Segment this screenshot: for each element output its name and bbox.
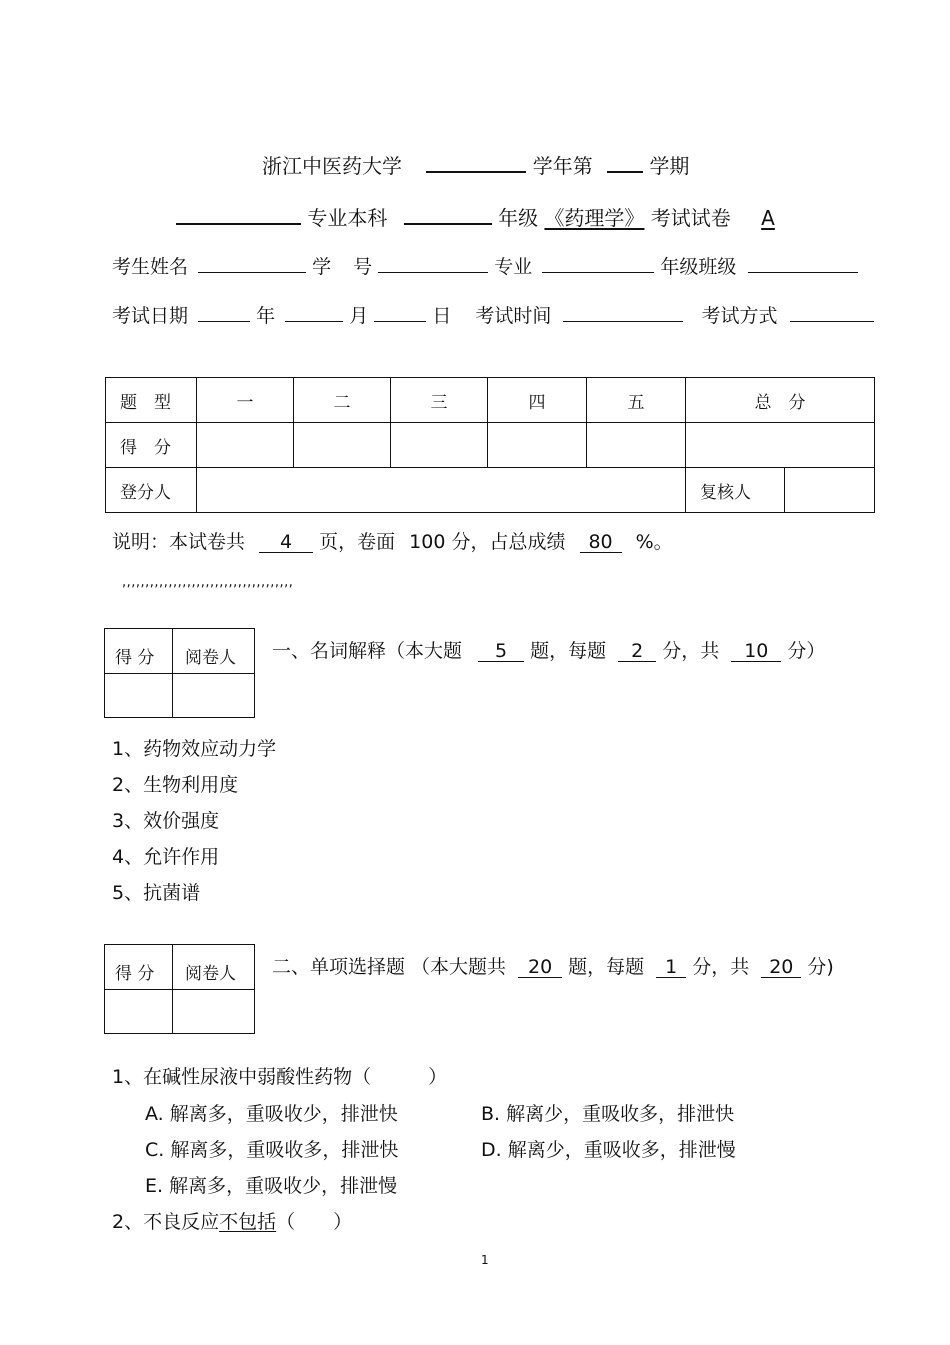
note-prefix: 说明：本试卷共	[112, 531, 246, 553]
university-name: 浙江中医药大学	[262, 154, 402, 178]
exam-paper-label: 考试试卷	[650, 206, 731, 230]
term-blank[interactable]	[607, 151, 643, 173]
score-box-label: 得 分	[115, 964, 155, 984]
id-label-1: 学	[312, 256, 332, 278]
note-pages-suffix: 页，卷面	[319, 531, 396, 553]
question-1-option-a[interactable]: A. 解离多，重吸收少，排泄快	[145, 1103, 398, 1125]
percent-suffix: %。	[635, 531, 673, 553]
question-2	[112, 1207, 352, 1234]
score-table	[105, 377, 875, 513]
signature-row	[106, 468, 875, 513]
page-count: 4	[259, 532, 313, 553]
score-cell[interactable]	[391, 423, 488, 468]
section2-total: 20	[761, 957, 801, 978]
day-label: 日	[432, 305, 452, 327]
question-1-option-b[interactable]: B. 解离少，重吸收多，排泄快	[481, 1103, 735, 1125]
name-label: 考生姓名	[112, 256, 189, 278]
section2-each: 1	[656, 957, 686, 978]
major-field[interactable]	[542, 254, 654, 273]
list-item: 4、允许作用	[112, 846, 220, 868]
student-id-field[interactable]	[378, 254, 488, 273]
section2-suffix: 分)	[807, 956, 834, 978]
exam-method-field[interactable]	[790, 303, 874, 322]
date-label: 考试日期	[112, 305, 189, 327]
year-term-label: 学年第	[532, 154, 593, 178]
section1-suffix: 分）	[787, 640, 826, 662]
column-header: 二	[294, 378, 391, 423]
question-2-prefix: 2、不良反应	[112, 1211, 220, 1233]
reviewer-cell[interactable]	[785, 468, 875, 513]
question-type-row	[106, 378, 875, 423]
total-header: 总 分	[686, 378, 875, 423]
section1-each: 2	[618, 641, 656, 662]
question-type-label: 题 型	[106, 378, 197, 423]
grade-blank[interactable]	[404, 203, 492, 225]
grader-box-label: 阅卷人	[185, 964, 236, 984]
year-label: 年	[256, 305, 276, 327]
section1-total: 10	[731, 641, 781, 662]
score-cell[interactable]	[488, 423, 587, 468]
list-item: 5、抗菌谱	[112, 882, 201, 904]
section1-mid1: 题，每题	[530, 640, 607, 662]
class-field[interactable]	[748, 254, 858, 273]
month-label: 月	[349, 305, 369, 327]
grader-box-label: 阅卷人	[185, 648, 236, 668]
list-item: 1、药物效应动力学	[112, 738, 277, 760]
title-line-2	[176, 202, 775, 231]
course-name: 《药理学》	[544, 206, 645, 230]
major-suffix: 专业本科	[307, 206, 388, 230]
section2-title	[272, 952, 834, 979]
major-field-label: 专业	[494, 256, 533, 278]
major-blank[interactable]	[176, 203, 301, 225]
exam-day-field[interactable]	[374, 303, 426, 322]
reviewer-label: 复核人	[686, 468, 785, 513]
time-label: 考试时间	[475, 305, 552, 327]
class-label: 年级班级	[660, 256, 737, 278]
section1-count: 5	[478, 641, 524, 662]
score-cell[interactable]	[294, 423, 391, 468]
name-field[interactable]	[198, 254, 306, 273]
score-row-label: 得 分	[106, 423, 197, 468]
score-row	[106, 423, 875, 468]
exam-year-field[interactable]	[198, 303, 250, 322]
question-1-option-c[interactable]: C. 解离多，重吸收多，排泄快	[145, 1139, 399, 1161]
column-header: 四	[488, 378, 587, 423]
id-label-2: 号	[353, 256, 373, 278]
question-1-option-e[interactable]: E. 解离多，重吸收少，排泄慢	[145, 1175, 398, 1197]
section2-score-box	[104, 944, 255, 1034]
total-score-cell[interactable]	[686, 423, 875, 468]
grade-label: 年级	[498, 206, 539, 230]
section1-title-prefix: 一、名词解释（本大题	[272, 640, 463, 662]
term-label: 学期	[649, 154, 690, 178]
student-info-line-2	[112, 301, 874, 328]
list-item: 2、生物利用度	[112, 774, 239, 796]
column-header: 三	[391, 378, 488, 423]
section2-mid1: 题，每题	[568, 956, 645, 978]
list-item: 3、效价强度	[112, 810, 220, 832]
score-cell[interactable]	[197, 423, 294, 468]
registrar-cell[interactable]	[197, 468, 686, 513]
paper-version: A	[761, 206, 775, 230]
column-header: 五	[587, 378, 686, 423]
question-1-option-d[interactable]: D. 解离少，重吸收多，排泄慢	[481, 1139, 736, 1161]
exam-note	[112, 527, 673, 554]
page-number: 1	[481, 1253, 489, 1267]
section1-title	[272, 636, 825, 663]
score-cell[interactable]	[587, 423, 686, 468]
section1-score-box	[104, 628, 255, 718]
section2-title-prefix: 二、单项选择题 （本大题共	[272, 956, 507, 978]
academic-year-blank[interactable]	[426, 151, 526, 173]
registrar-label: 登分人	[106, 468, 197, 513]
comma-line: ,,,,,,,,,,,,,,,,,,,,,,,,,,,,,,,,,,,,,	[122, 575, 294, 590]
title-line-1	[262, 150, 689, 179]
section1-mid2: 分，共	[662, 640, 720, 662]
section2-mid2: 分，共	[692, 956, 750, 978]
section2-count: 20	[518, 957, 562, 978]
exam-time-field[interactable]	[563, 303, 683, 322]
question-1: 1、在碱性尿液中弱酸性药物（ ）	[112, 1066, 448, 1088]
question-2-suffix: （ ）	[276, 1211, 353, 1233]
column-header: 一	[197, 378, 294, 423]
student-info-line-1	[112, 252, 858, 279]
score-box-label: 得 分	[115, 648, 155, 668]
method-label: 考试方式	[701, 305, 778, 327]
full-score: 100 分，占总成绩	[409, 531, 566, 553]
exam-month-field[interactable]	[285, 303, 343, 322]
question-2-underlined: 不包括	[219, 1211, 277, 1233]
percent-value: 80	[580, 532, 622, 553]
